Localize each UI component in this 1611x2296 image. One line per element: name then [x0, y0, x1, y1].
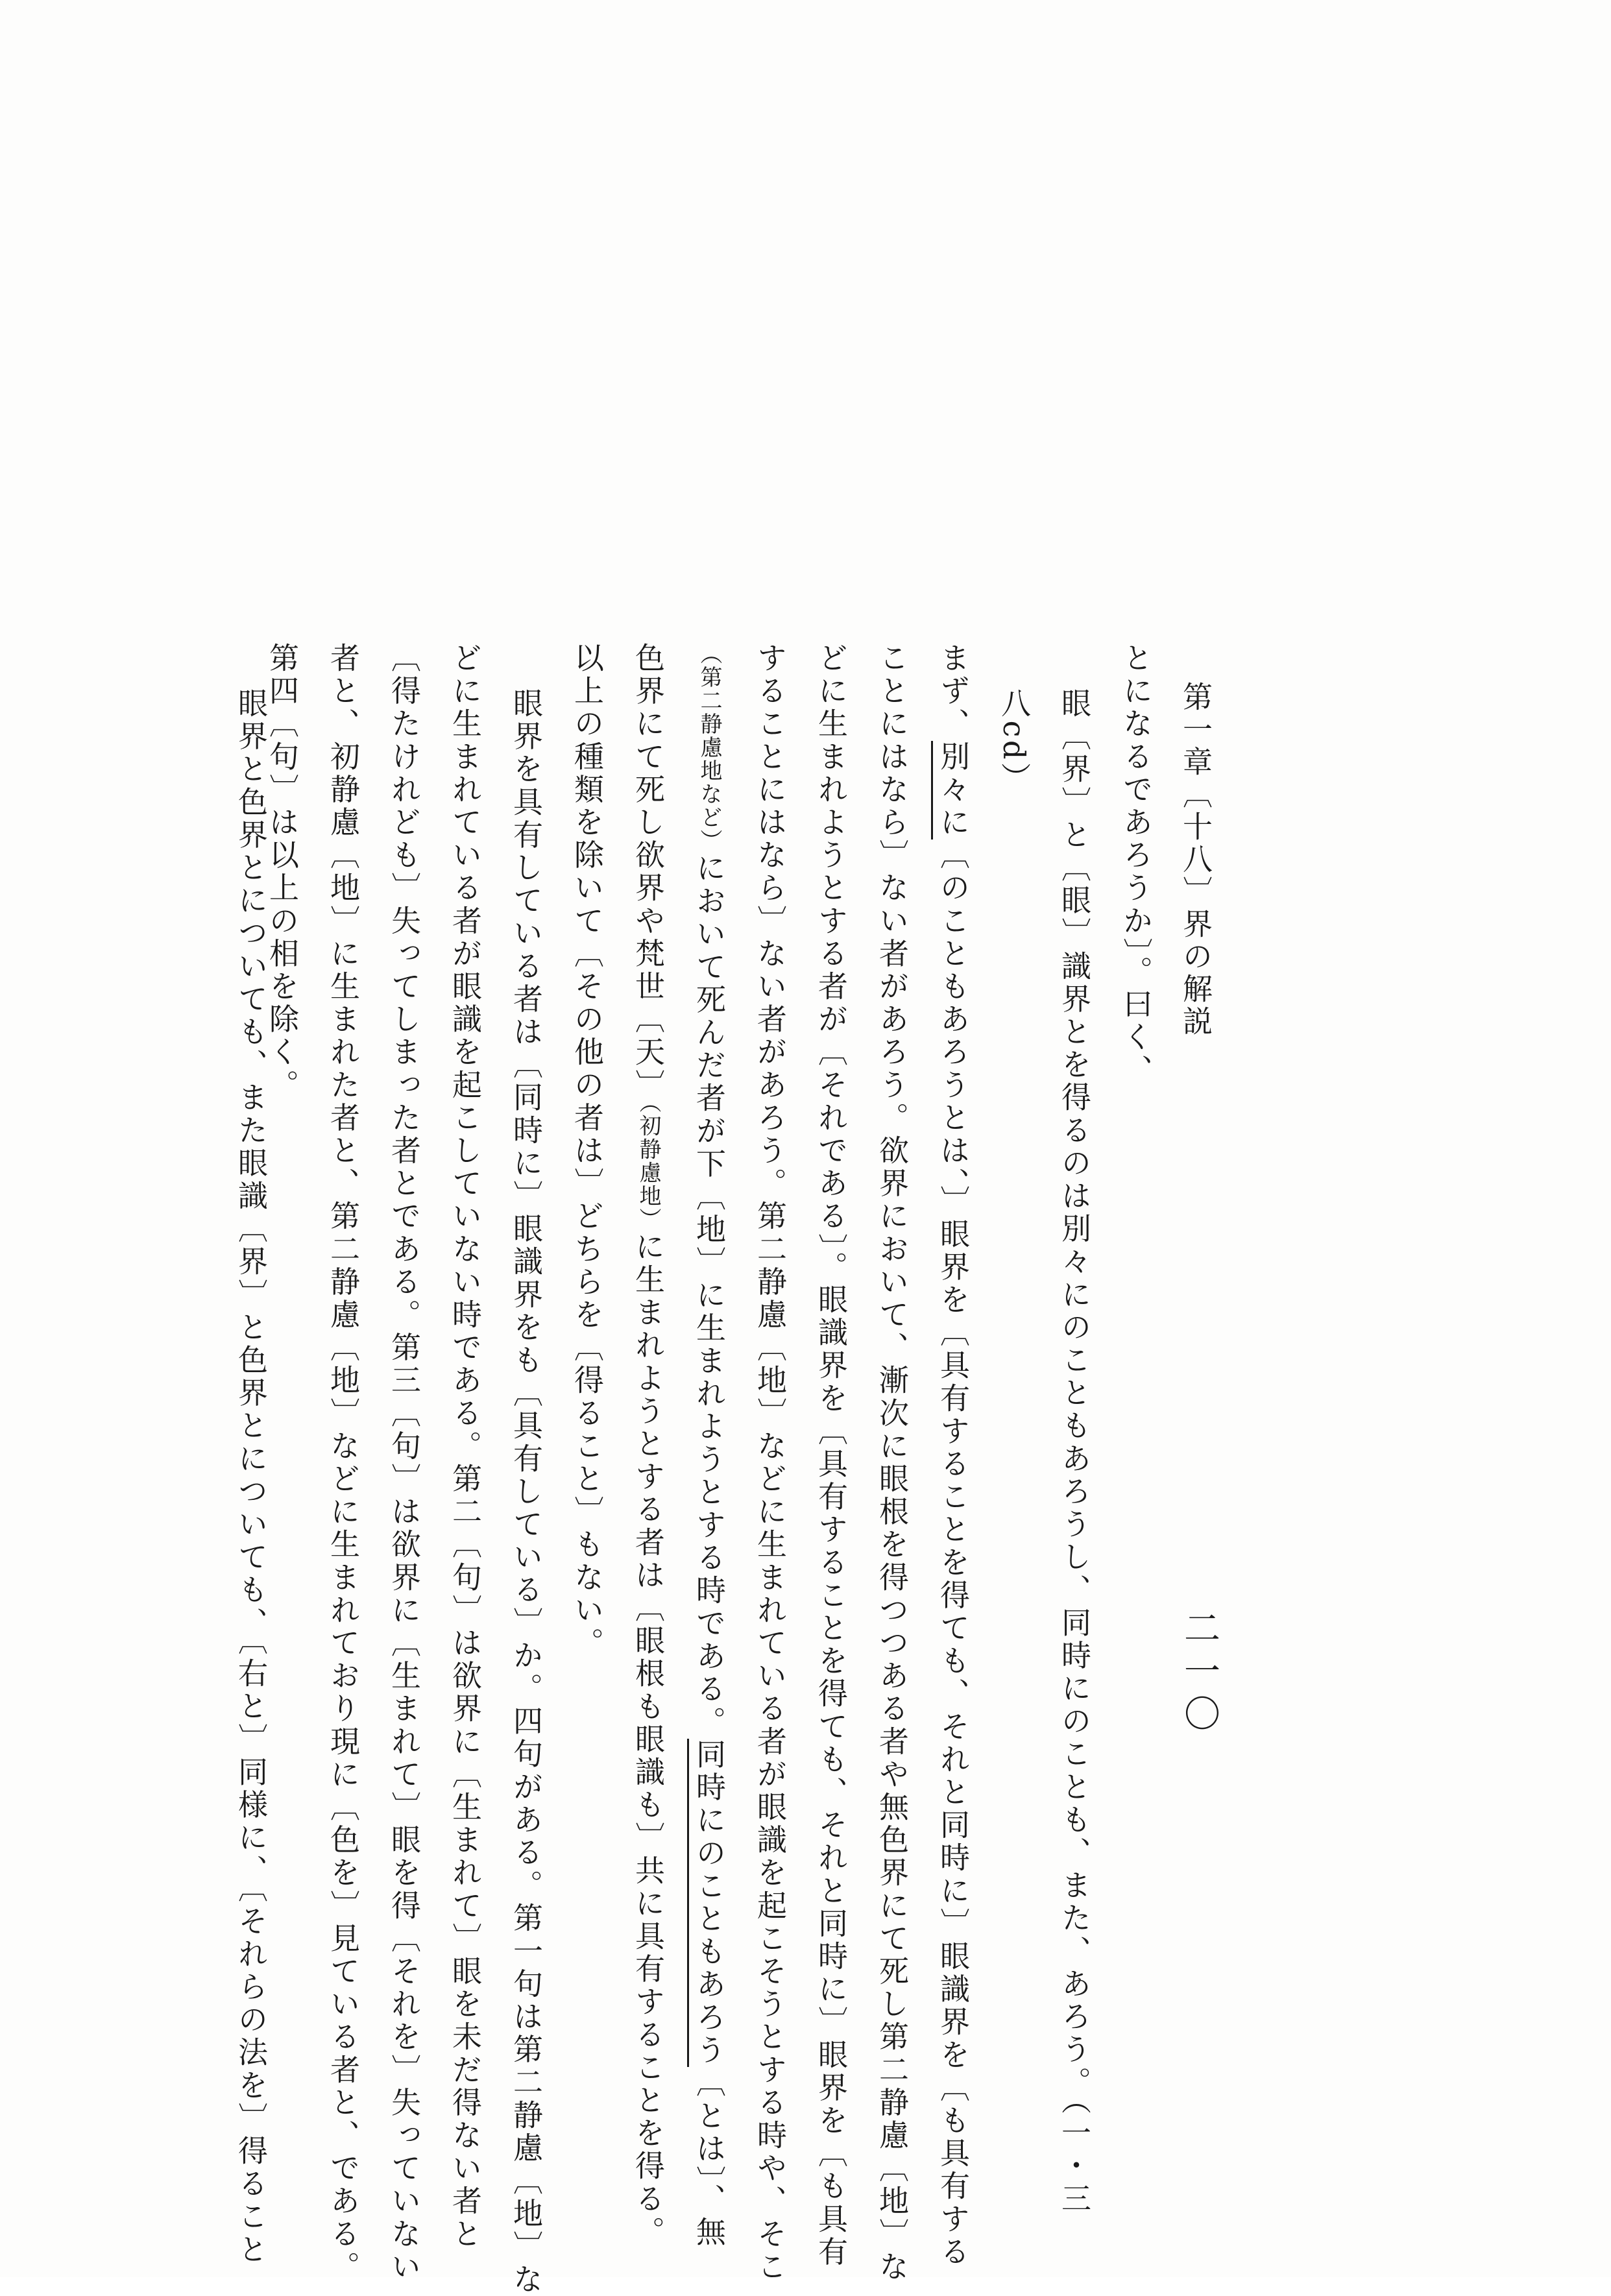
- text-line-3: 八cd）: [997, 688, 1032, 795]
- text-segment: まず、: [936, 642, 971, 741]
- text-segment: において死んだ者が下〔地〕に生まれようとする時である。: [692, 852, 727, 1739]
- text-segment: 色界にて死し欲界や梵世〔天〕: [631, 642, 666, 1102]
- text-line-13: 〔得たけれども〕失ってしまった者とである。第三〔句〕は欲界に〔生まれて〕眼を得〔それを〕失っていない: [387, 642, 422, 2284]
- text-line-8: [692, 642, 727, 2249]
- text-line-10: 以上の種類を除いて〔その他の者は〕どちらを〔得ること〕もない。: [570, 642, 605, 1660]
- text-line-9: [631, 642, 666, 2249]
- text-line-7: することにはなら〕ない者があろう。第二静慮〔地〕などに生まれている者が眼識を起こそうとする時や、そこ: [753, 642, 788, 2284]
- text-line-11: 眼界を具有している者は〔同時に〕眼識界をも〔具有している〕か。四句がある。第一句は第二静慮〔地〕な: [509, 688, 544, 2296]
- text-segment: に生まれようとする者は〔眼根も眼識も〕共に具有することを得る。: [631, 1231, 666, 2249]
- underlined-term: 別々に: [931, 741, 971, 840]
- parenthetical-note: （第二静慮地など）: [696, 642, 722, 852]
- text-line-14: 者と、初静慮〔地〕に生まれた者と、第二静慮〔地〕などに生まれており現に〔色を〕見ている者と、である。: [326, 642, 361, 2284]
- text-line-15: 第四〔句〕は以上の相を除く。: [265, 642, 300, 1102]
- page-number: 二一〇: [1178, 1609, 1220, 1737]
- text-line-1: とになるであろうか〕。曰く、: [1119, 642, 1154, 1087]
- text-line-12: どに生まれている者が眼識を起こしていない時である。第二〔句〕は欲界に〔生まれて〕眼を未だ得ない者と: [448, 642, 483, 2251]
- text-segment: 〔のこともあろうとは、〕眼界を〔具有することを得ても、それと同時に〕眼識界を〔も具有する: [936, 839, 971, 2269]
- text-line-2: 眼〔界〕と〔眼〕識界とを得るのは別々にのこともあろうし、同時にのことも、また、あろう。（一・三: [1057, 688, 1092, 2216]
- running-header: 第一章〔十八〕界の解説: [1178, 681, 1213, 1038]
- text-line-16: 眼界と色界とについても、また眼識〔界〕と色界とについても、〔右と〕同様に、〔それらの法を〕得ること: [234, 688, 269, 2267]
- text-line-6: どに生まれようとする者が〔それである〕。眼識界を〔具有することを得ても、それと同時に〕眼界を〔も具有: [814, 642, 849, 2269]
- text-line-4: [936, 642, 971, 2269]
- parenthetical-note: （初静慮地）: [635, 1102, 661, 1231]
- text-segment: 〔とは〕、無: [692, 2067, 727, 2249]
- text-line-5: ことにはなら〕ない者があろう。欲界において、漸次に眼根を得つつある者や無色界にて死し第二静慮〔地〕な: [875, 642, 910, 2284]
- underlined-term: 同時にのこともあろう: [687, 1739, 727, 2067]
